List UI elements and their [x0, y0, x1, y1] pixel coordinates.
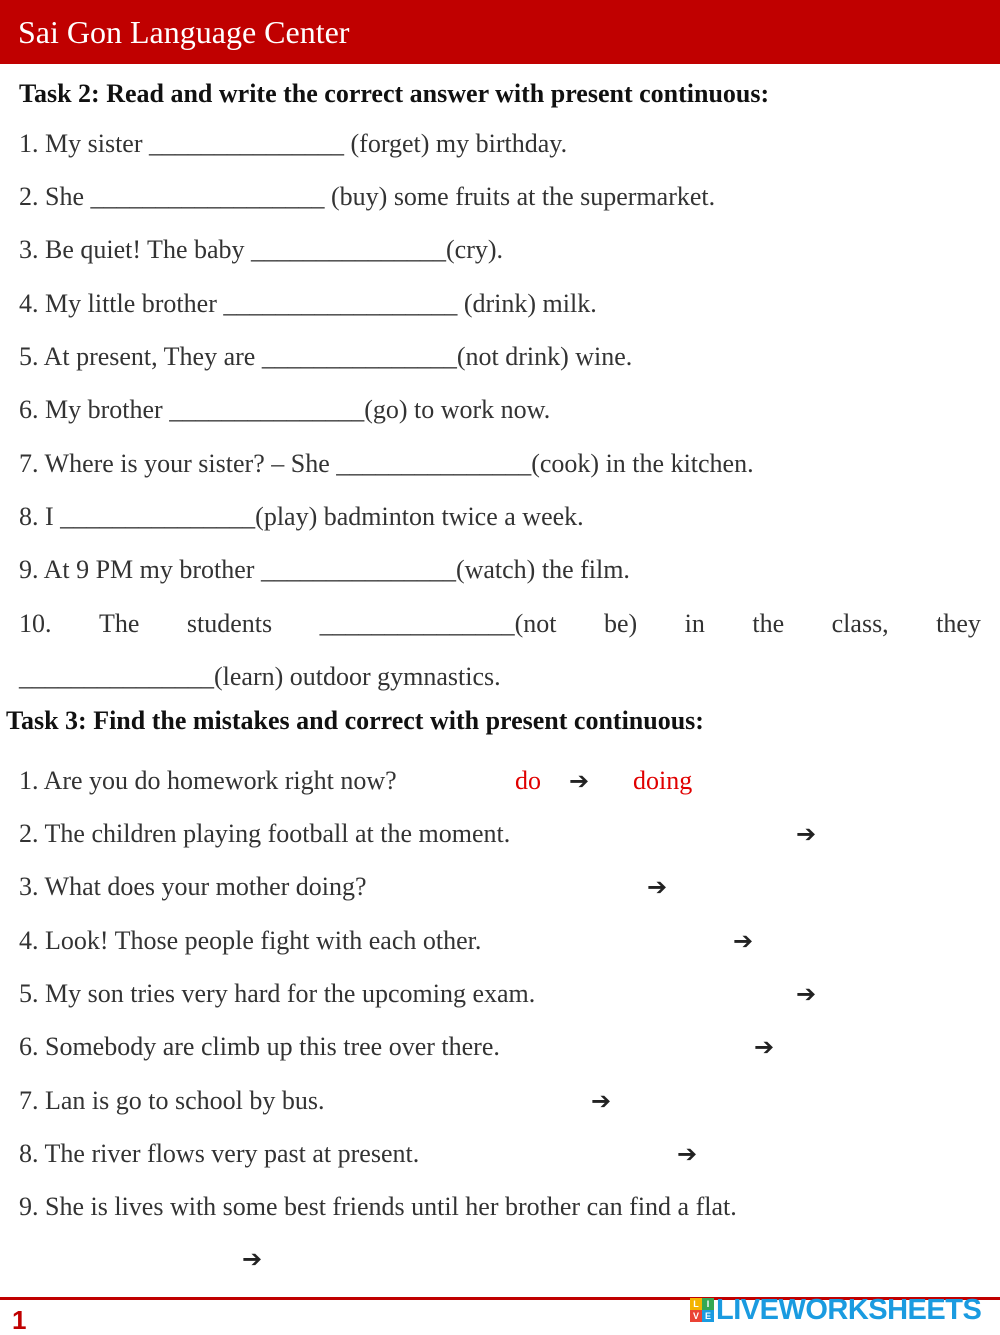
arrow-icon: ➔ — [677, 1140, 698, 1168]
task3-item-5: 5. My son tries very hard for the upcoming exam. — [19, 979, 536, 1008]
arrow-icon: ➔ — [796, 820, 817, 848]
arrow-icon: ➔ — [796, 980, 817, 1008]
task3-item-7: 7. Lan is go to school by bus. — [19, 1086, 325, 1115]
task2-item-8: 8. I _______________(play) badminton twice a week. — [19, 502, 584, 531]
task2-item-1: 1. My sister _______________ (forget) my birthday. — [19, 129, 568, 158]
item10-word: the — [752, 609, 785, 638]
item10-word: 10. — [19, 609, 52, 638]
item10-word: they — [936, 609, 981, 638]
arrow-icon: ➔ — [733, 927, 754, 955]
task3-item-1: 1. Are you do homework right now? — [19, 766, 397, 795]
task2-item-2: 2. She __________________ (buy) some fruits at the supermarket. — [19, 182, 716, 211]
task2-item-7: 7. Where is your sister? – She _______________(cook) in the kitchen. — [19, 449, 754, 478]
task3-item-3: 3. What does your mother doing? — [19, 872, 367, 901]
liveworksheets-logo-icon: L I V E — [690, 1298, 714, 1322]
task2-item-9: 9. At 9 PM my brother _______________(watch) the film. — [19, 555, 630, 584]
task3-item-4: 4. Look! Those people fight with each other. — [19, 926, 482, 955]
task2-item-10-continued: _______________(learn) outdoor gymnastics. — [19, 662, 501, 691]
task2-item-6: 6. My brother _______________(go) to work now. — [19, 395, 551, 424]
arrow-icon: ➔ — [591, 1087, 612, 1115]
liveworksheets-logo[interactable] — [690, 1294, 981, 1326]
item10-word: students — [186, 609, 273, 638]
example-mistake: do — [515, 766, 541, 795]
task3-item-6: 6. Somebody are climb up this tree over there. — [19, 1032, 500, 1061]
item10-word: in — [684, 609, 705, 638]
item10-word: The — [98, 609, 140, 638]
task3-item-9: 9. She is lives with some best friends until her brother can find a flat. — [19, 1192, 737, 1221]
task2-heading: Task 2: Read and write the correct answer with present continuous: — [19, 79, 770, 108]
task2-item-5: 5. At present, They are _______________(not drink) wine. — [19, 342, 633, 371]
example-correction: doing — [633, 766, 693, 795]
item10-word: class, — [831, 609, 889, 638]
item10-word: _______________(not — [319, 609, 557, 638]
task3-item-8: 8. The river flows very past at present. — [19, 1139, 420, 1168]
item10-word: be) — [603, 609, 638, 638]
arrow-icon: ➔ — [754, 1033, 775, 1061]
header-bar — [0, 0, 1000, 64]
task3-item-2: 2. The children playing football at the moment. — [19, 819, 511, 848]
arrow-icon: ➔ — [569, 767, 590, 795]
task2-item-10 — [19, 608, 981, 640]
task2-item-3: 3. Be quiet! The baby _______________(cry). — [19, 235, 504, 264]
liveworksheets-logo-text: LIVEWORKSHEETS — [716, 1294, 982, 1326]
page-number: 1 — [12, 1305, 27, 1335]
task2-item-4: 4. My little brother __________________ (drink) milk. — [19, 289, 597, 318]
arrow-icon: ➔ — [647, 873, 668, 901]
task3-heading: Task 3: Find the mistakes and correct with present continuous: — [6, 706, 704, 735]
center-title: Sai Gon Language Center — [18, 14, 350, 50]
arrow-icon: ➔ — [242, 1245, 263, 1273]
